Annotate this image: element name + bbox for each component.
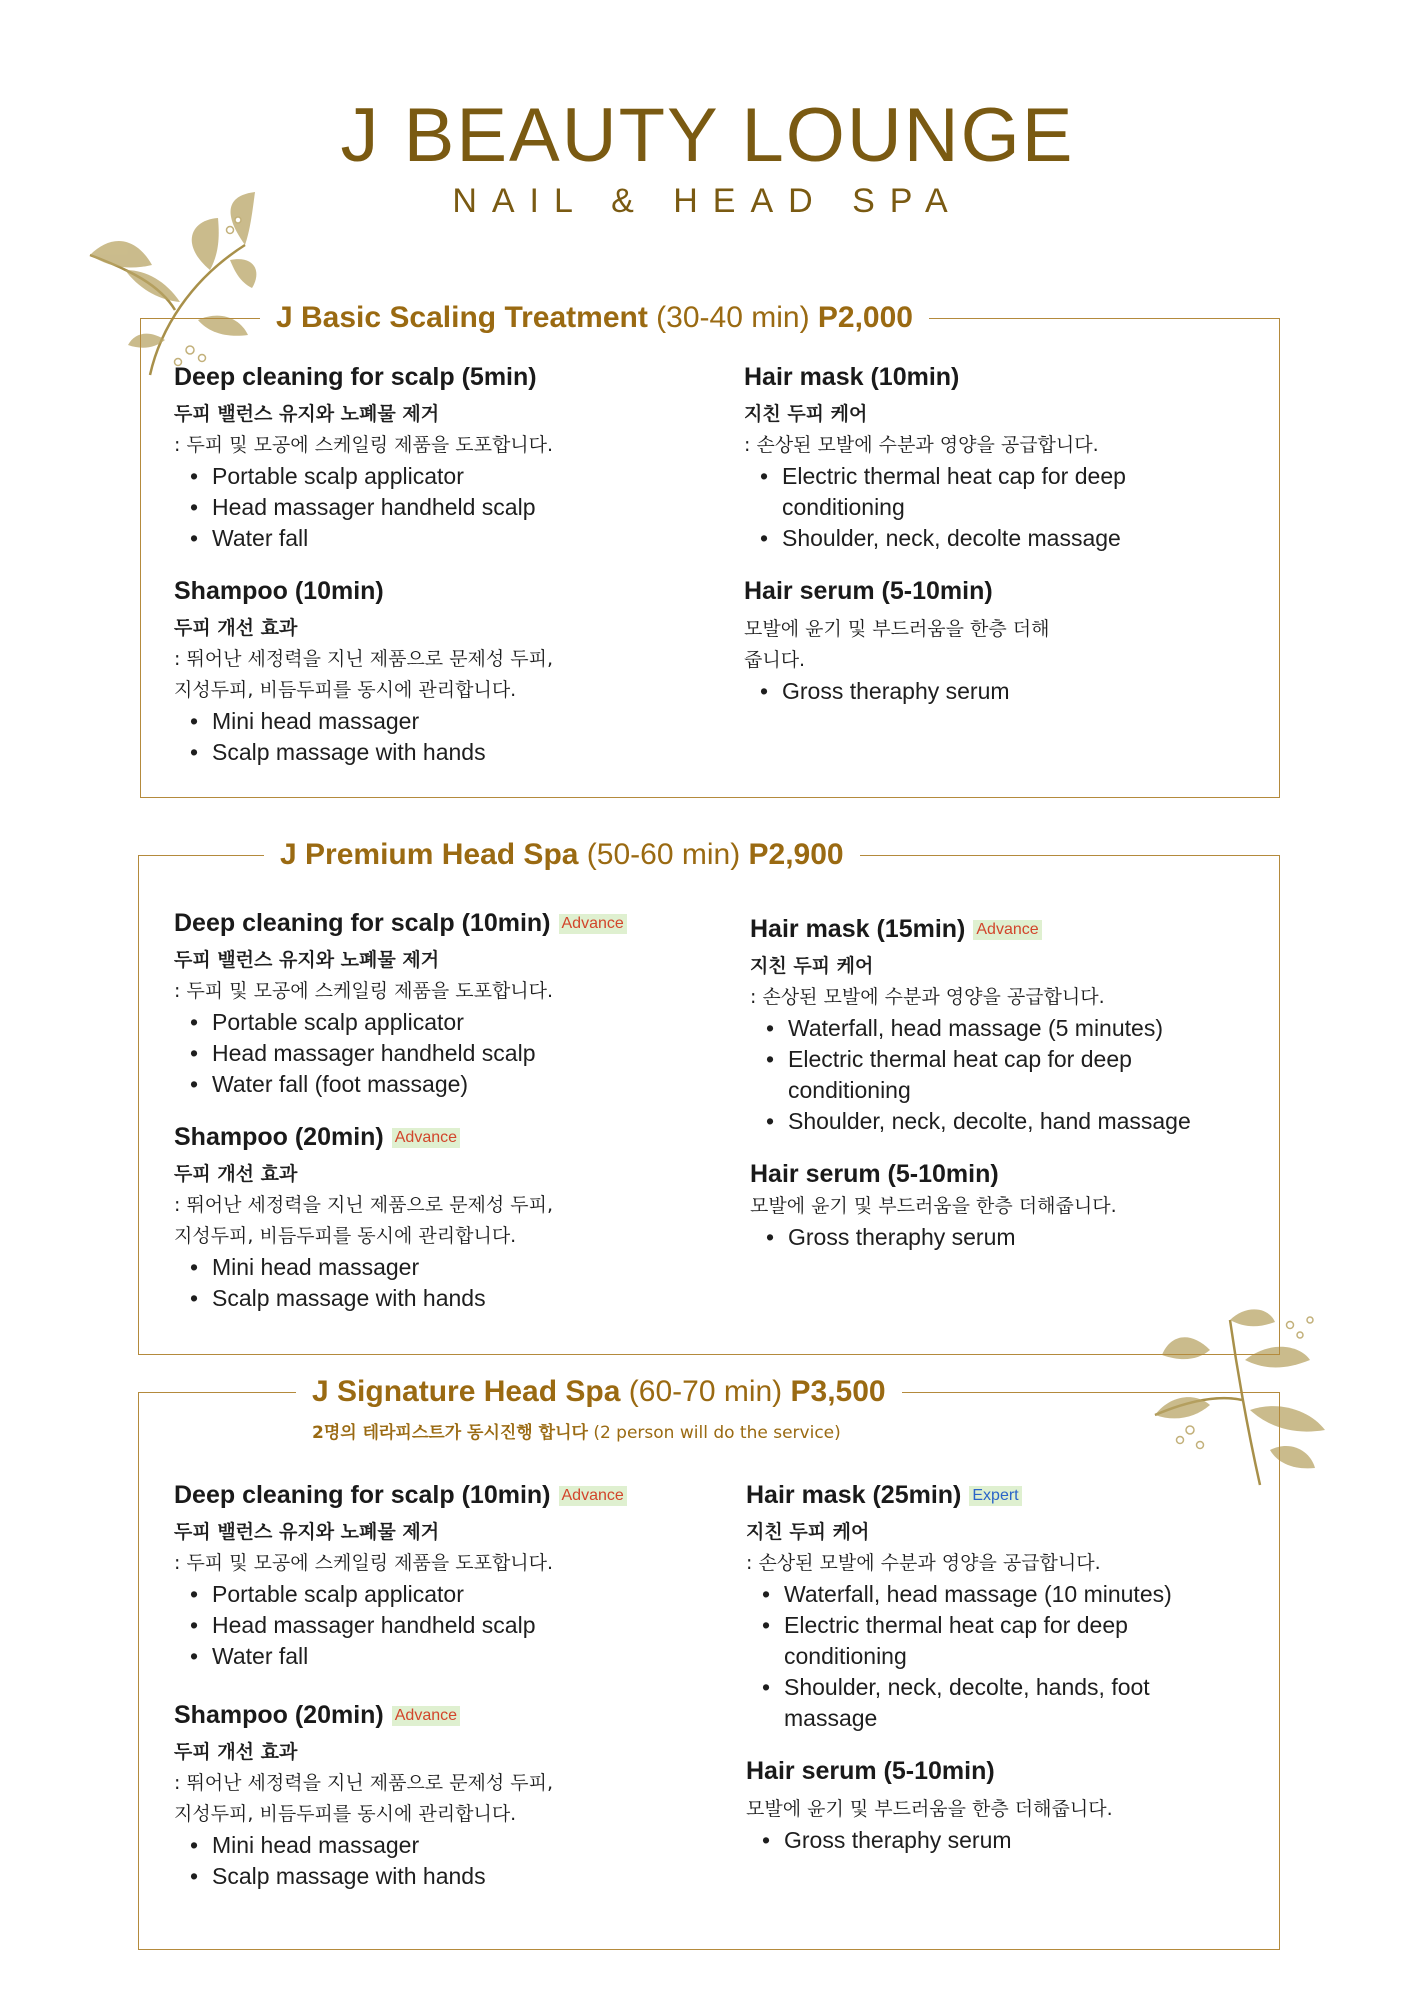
service-item-list: [744, 461, 1184, 554]
service-title-row: [750, 912, 1220, 946]
signature-menu-heading: [296, 1372, 902, 1412]
service-subtitle-ko: 지친 두피 케어: [746, 1521, 870, 1543]
level-badge: Advance: [973, 920, 1041, 940]
brand-subtitle: NAIL & HEAD SPA: [452, 182, 963, 220]
service-description: : 손상된 모발에 수분과 영양을 공급합니다.: [746, 1552, 1101, 1574]
service-item: • Portable scalp applicator: [212, 1579, 734, 1610]
service-title-row: [174, 1698, 734, 1732]
service-title-row: [174, 1478, 734, 1512]
premium-right-column: [750, 912, 1220, 1273]
level-badge: Advance: [392, 1128, 460, 1148]
service-item: • Waterfall, head massage (10 minutes): [784, 1579, 1216, 1610]
service-subtitle-ko: 지친 두피 케어: [750, 955, 874, 977]
service-item: • Water fall (foot massage): [212, 1069, 734, 1100]
service-item-list: [750, 1222, 1220, 1253]
therapist-note: [312, 1418, 841, 1443]
brand-title: J BEAUTY LOUNGE: [340, 93, 1075, 178]
therapist-note-ko: 2명의 테라피스트가 동시진행 합니다: [312, 1423, 588, 1443]
menu-duration: (50-60 min): [586, 838, 741, 871]
service-description: : 두피 및 모공에 스케일링 제품을 도포합니다.: [174, 980, 554, 1002]
service-item: • Head massager handheld scalp: [212, 1610, 734, 1641]
service-section: [174, 1698, 734, 1892]
service-item: • Shoulder, neck, decolte massage: [782, 523, 1184, 554]
service-title: Shampoo (10min): [174, 577, 384, 605]
service-section: [746, 1478, 1216, 1734]
basic-left-column: [174, 360, 734, 788]
service-item-list: [174, 1579, 734, 1672]
service-section: [750, 912, 1220, 1137]
menu-duration: (30-40 min): [656, 301, 810, 334]
service-item: • Shoulder, neck, decolte, hands, foot massage: [784, 1672, 1216, 1734]
service-title: Deep cleaning for scalp (5min): [174, 363, 537, 391]
service-subtitle-ko: 두피 개선 효과: [174, 1741, 298, 1763]
service-title: Hair serum (5-10min): [746, 1757, 995, 1785]
service-section: [744, 360, 1184, 554]
service-description: : 두피 및 모공에 스케일링 제품을 도포합니다.: [174, 1552, 554, 1574]
premium-left-column: [174, 906, 734, 1334]
menu-name: J Signature Head Spa: [312, 1375, 621, 1408]
service-section: [174, 1478, 734, 1672]
service-item: • Water fall: [212, 1641, 734, 1672]
service-title: Hair mask (25min): [746, 1481, 962, 1509]
service-description: : 뛰어난 세정력을 지닌 제품으로 문제성 두피,: [174, 1772, 554, 1794]
service-item: • Scalp massage with hands: [212, 1283, 734, 1314]
service-item-list: [174, 1007, 734, 1100]
service-title-row: [174, 1120, 734, 1154]
level-badge: Expert: [969, 1486, 1021, 1506]
service-item-list: [174, 461, 734, 554]
service-description: : 두피 및 모공에 스케일링 제품을 도포합니다.: [174, 434, 554, 456]
service-section: [744, 574, 1184, 707]
service-item: • Mini head massager: [212, 1830, 734, 1861]
service-item-list: [174, 1252, 734, 1314]
service-section: [174, 1120, 734, 1314]
service-description: 지성두피, 비듬두피를 동시에 관리합니다.: [174, 1803, 517, 1825]
service-section: [174, 574, 734, 768]
menu-duration: (60-70 min): [628, 1375, 783, 1408]
service-item: • Mini head massager: [212, 706, 734, 737]
level-badge: Advance: [392, 1706, 460, 1726]
service-subtitle-ko: 두피 밸런스 유지와 노폐물 제거: [174, 1521, 440, 1543]
service-item-list: [744, 676, 1184, 707]
service-item: • Gross theraphy serum: [788, 1222, 1220, 1253]
signature-left-column: [174, 1478, 734, 1912]
service-title: Deep cleaning for scalp (10min): [174, 1481, 551, 1509]
service-description: 줍니다.: [744, 649, 806, 671]
service-section: [750, 1157, 1220, 1253]
service-description: 모발에 윤기 및 부드러움을 한층 더해줍니다.: [750, 1195, 1117, 1217]
service-subtitle-ko: 두피 개선 효과: [174, 1163, 298, 1185]
service-subtitle-ko: 두피 개선 효과: [174, 617, 298, 639]
signature-right-column: [746, 1478, 1216, 1876]
service-title-row: [746, 1478, 1216, 1512]
service-item: • Water fall: [212, 523, 734, 554]
service-item: • Head massager handheld scalp: [212, 492, 734, 523]
basic-right-column: [744, 360, 1184, 727]
service-subtitle-ko: 두피 밸런스 유지와 노폐물 제거: [174, 403, 440, 425]
service-item-list: [750, 1013, 1220, 1137]
service-item: • Portable scalp applicator: [212, 1007, 734, 1038]
service-description: : 뛰어난 세정력을 지닌 제품으로 문제성 두피,: [174, 1194, 554, 1216]
service-description: 지성두피, 비듬두피를 동시에 관리합니다.: [174, 1225, 517, 1247]
service-title: Shampoo (20min): [174, 1123, 384, 1151]
level-badge: Advance: [559, 1486, 627, 1506]
service-section: [174, 906, 734, 1100]
service-description: 모발에 윤기 및 부드러움을 한층 더해: [744, 618, 1050, 640]
service-item: • Mini head massager: [212, 1252, 734, 1283]
service-item: • Electric thermal heat cap for deep conditioning: [784, 1610, 1216, 1672]
service-title: Hair mask (10min): [744, 363, 960, 391]
therapist-note-en: (2 person will do the service): [593, 1423, 841, 1443]
menu-price: P3,500: [790, 1375, 886, 1408]
basic-menu-heading: [260, 298, 929, 338]
service-item: • Electric thermal heat cap for deep conditioning: [788, 1044, 1220, 1106]
service-title: Hair serum (5-10min): [744, 577, 993, 605]
service-title: Hair mask (15min): [750, 915, 966, 943]
service-description: 지성두피, 비듬두피를 동시에 관리합니다.: [174, 679, 517, 701]
service-title-row: [174, 906, 734, 940]
menu-price: P2,000: [817, 301, 913, 334]
service-item-list: [174, 1830, 734, 1892]
service-item: • Scalp massage with hands: [212, 1861, 734, 1892]
service-item: • Gross theraphy serum: [784, 1825, 1216, 1856]
service-item-list: [174, 706, 734, 768]
service-title: Shampoo (20min): [174, 1701, 384, 1729]
menu-name: J Basic Scaling Treatment: [276, 301, 648, 334]
service-section: [174, 360, 734, 554]
service-description: : 뛰어난 세정력을 지닌 제품으로 문제성 두피,: [174, 648, 554, 670]
premium-menu-heading: [264, 835, 860, 875]
menu-name: J Premium Head Spa: [280, 838, 579, 871]
service-title: Deep cleaning for scalp (10min): [174, 909, 551, 937]
service-description: : 손상된 모발에 수분과 영양을 공급합니다.: [750, 986, 1105, 1008]
service-description: : 손상된 모발에 수분과 영양을 공급합니다.: [744, 434, 1099, 456]
service-item: • Waterfall, head massage (5 minutes): [788, 1013, 1220, 1044]
service-description: 모발에 윤기 및 부드러움을 한층 더해줍니다.: [746, 1798, 1113, 1820]
service-item: • Scalp massage with hands: [212, 737, 734, 768]
service-item: • Head massager handheld scalp: [212, 1038, 734, 1069]
service-section: [746, 1754, 1216, 1856]
service-item: • Gross theraphy serum: [782, 676, 1184, 707]
service-item: • Electric thermal heat cap for deep conditioning: [782, 461, 1184, 523]
service-item: • Shoulder, neck, decolte, hand massage: [788, 1106, 1220, 1137]
service-title: Hair serum (5-10min): [750, 1160, 999, 1188]
service-subtitle-ko: 두피 밸런스 유지와 노폐물 제거: [174, 949, 440, 971]
level-badge: Advance: [559, 914, 627, 934]
service-subtitle-ko: 지친 두피 케어: [744, 403, 868, 425]
menu-price: P2,900: [748, 838, 844, 871]
service-item: • Portable scalp applicator: [212, 461, 734, 492]
service-item-list: [746, 1825, 1216, 1856]
service-item-list: [746, 1579, 1216, 1734]
